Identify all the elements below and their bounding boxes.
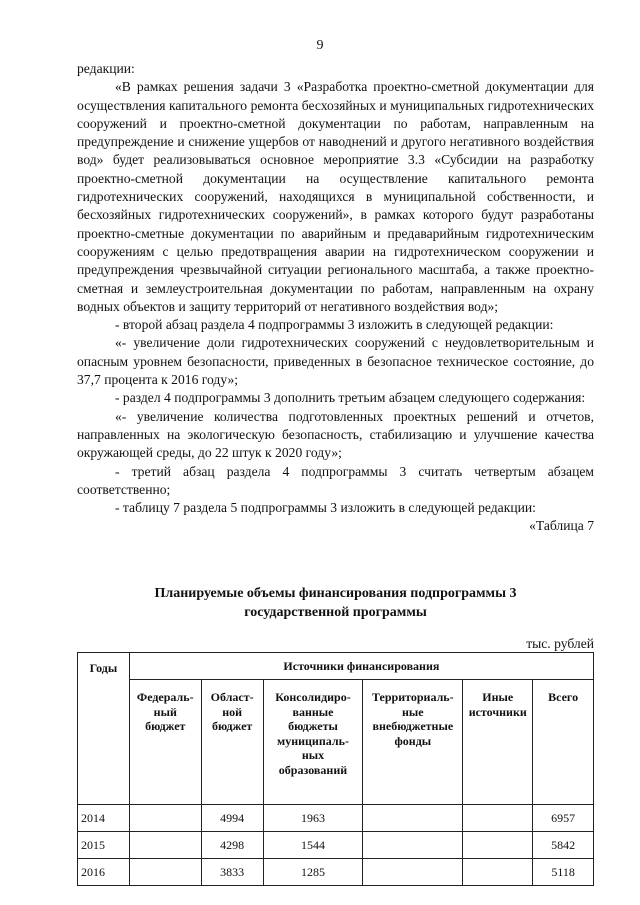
units-label: тыс. рублей bbox=[526, 636, 594, 651]
column-header-regional: Област-ной бюджет bbox=[201, 680, 263, 805]
year-column-header: Годы bbox=[78, 653, 130, 805]
table-title-line: Планируемые объемы финансирования подпрограммы 3 bbox=[154, 586, 517, 601]
paragraph: - таблицу 7 раздела 5 подпрограммы 3 изложить в следующей редакции: bbox=[115, 500, 536, 516]
paragraph: - раздел 4 подпрограммы 3 дополнить третьим абзацем следующего содержания: bbox=[115, 390, 586, 406]
year-cell: 2016 bbox=[78, 859, 130, 886]
regional-cell: 3833 bbox=[201, 859, 263, 886]
territorial-cell bbox=[363, 805, 463, 832]
municipal-cell: 1544 bbox=[263, 832, 363, 859]
federal-cell bbox=[129, 805, 201, 832]
body-text bbox=[77, 60, 594, 536]
column-header-total: Всего bbox=[533, 680, 594, 805]
other-cell bbox=[463, 859, 533, 886]
regional-cell: 4298 bbox=[201, 832, 263, 859]
sources-header: Источники финансирования bbox=[129, 653, 593, 680]
table-row bbox=[78, 859, 594, 886]
total-cell: 5118 bbox=[533, 859, 594, 886]
paragraph: «В рамках решения задачи 3 «Разработка проектно-сметной документации для осуществления капитального ремонта бесхозяйных и муниципальных гидротехнических сооружений и проектно-сметной документации по работам, направленным на предупреждение и снижение ущербов от наводнений и другого негативного воздействия вод» будет реализовываться основное мероприятие 3.3 «Субсидии на разработку проектно-сметной документации на осуществление капитального ремонта гидротехнических сооружений, находящихся в муниципальной собственности, и бесхозяйных гидротехнических сооружений», в рамках которого будут разработаны проектно-сметные документации по аварийным и предаварийным гидротехническим сооружениям с целью предотвращения аварии на гидротехническом сооружении и предупреждения чрезвычайной ситуации регионального масштаба, а также проектно-сметная и землеустроительная документации по работам, направленным на охрану водных объектов и защиту территорий от негативного воздействия вод»; bbox=[77, 79, 594, 314]
page-number: 9 bbox=[316, 38, 324, 53]
table-row bbox=[78, 832, 594, 859]
federal-cell bbox=[129, 859, 201, 886]
year-cell: 2014 bbox=[78, 805, 130, 832]
table-label: «Таблица 7 bbox=[529, 518, 594, 534]
municipal-cell: 1285 bbox=[263, 859, 363, 886]
paragraph: - третий абзац раздела 4 подпрограммы 3 считать четвертым абзацем соответственно; bbox=[77, 463, 594, 497]
paragraph: редакции: bbox=[77, 61, 135, 76]
total-cell: 5842 bbox=[533, 832, 594, 859]
other-cell bbox=[463, 832, 533, 859]
paragraph: - второй абзац раздела 4 подпрограммы 3 изложить в следующей редакции: bbox=[115, 317, 554, 333]
municipal-cell: 1963 bbox=[263, 805, 363, 832]
regional-cell: 4994 bbox=[201, 805, 263, 832]
territorial-cell bbox=[363, 859, 463, 886]
total-cell: 6957 bbox=[533, 805, 594, 832]
column-header-territorial: Территориаль-ные внебюджетные фонды bbox=[363, 680, 463, 805]
table-title-line: государственной программы bbox=[244, 605, 427, 620]
column-header-municipal: Консолидиро-ванные бюджеты муниципаль-ных образований bbox=[263, 680, 363, 805]
other-cell bbox=[463, 805, 533, 832]
paragraph: «- увеличение количества подготовленных проектных решений и отчетов, направленных на экологическую безопасность, стабилизацию и улучшение качества окружающей среды, до 22 штук к 2020 году»; bbox=[77, 408, 594, 461]
table-title bbox=[77, 584, 594, 622]
column-header-federal: Федераль-ный бюджет bbox=[129, 680, 201, 805]
paragraph: «- увеличение доли гидротехнических сооружений с неудовлетворительным и опасным уровнем безопасности, приведенных в безопасное техническое состояние, до 37,7 процента к 2016 году»; bbox=[77, 335, 594, 388]
table-row bbox=[78, 805, 594, 832]
financing-table bbox=[77, 652, 594, 886]
column-header-other: Иные источники bbox=[463, 680, 533, 805]
year-cell: 2015 bbox=[78, 832, 130, 859]
territorial-cell bbox=[363, 832, 463, 859]
federal-cell bbox=[129, 832, 201, 859]
